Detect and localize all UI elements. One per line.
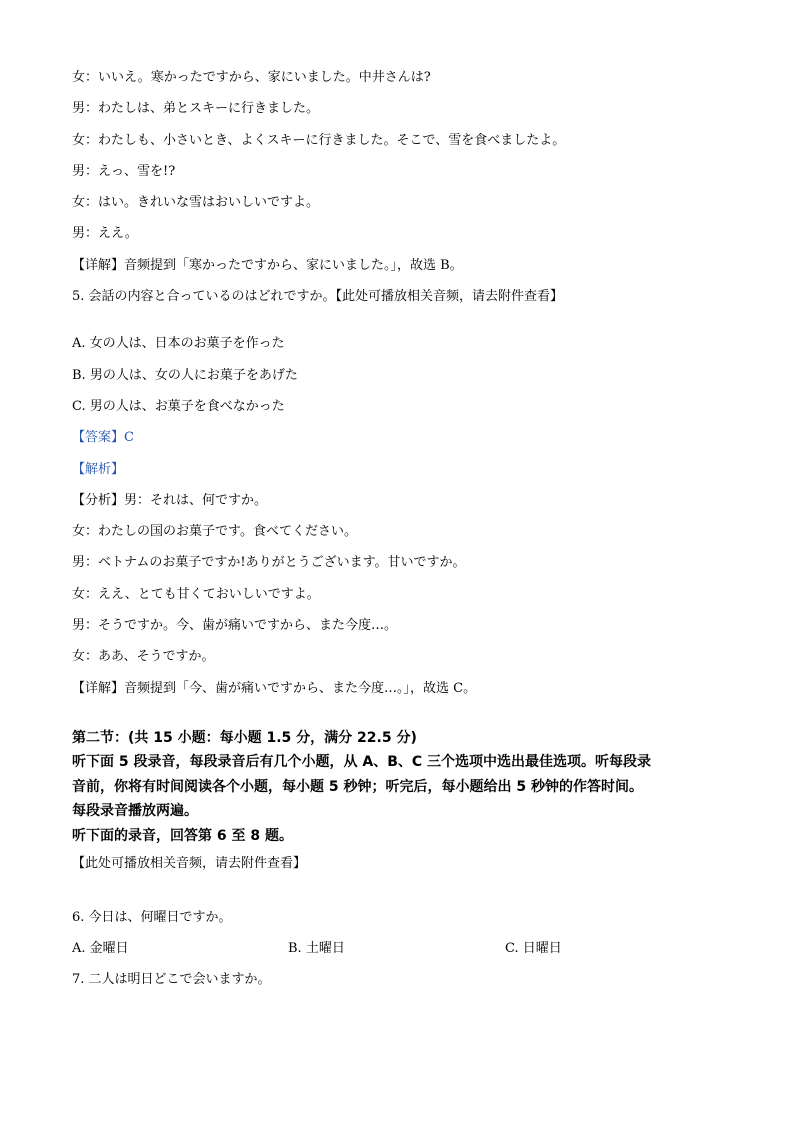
dialogue-line: 女：ええ、とても甘くておいしいですよ。 bbox=[72, 586, 320, 602]
question-text: 6. 今日は、何曜日ですか。 bbox=[72, 909, 232, 925]
question-5 bbox=[72, 281, 722, 704]
audio-note: 【此处可播放相关音频，请去附件查看】 bbox=[72, 856, 307, 872]
section-instruction: 每段录音播放两遍。 bbox=[72, 803, 198, 820]
dialogue-line: 女：わたしも、小さいとき、よくスキーに行きました。そこで、雪を食べましたよ。 bbox=[72, 132, 566, 148]
dialogue-line: 男：ええ。 bbox=[72, 226, 138, 242]
question-6 bbox=[72, 902, 722, 965]
section-instruction: 听下面 5 段录音，每段录音后有几个小题，从 A、B、C 三个选项中选出最佳选项。听每段录 bbox=[72, 754, 652, 771]
section-title: 第二节：(共 15 小题：每小题 1.5 分，满分 22.5 分) bbox=[72, 729, 417, 746]
option-a: A. 女の人は、日本のお菓子を作った bbox=[72, 336, 285, 352]
option-b: B. 土曜日 bbox=[288, 941, 345, 957]
explanation-line: 【详解】音频提到「寒かったですから、家にいました。」，故选 B。 bbox=[72, 257, 463, 273]
options-row bbox=[72, 933, 722, 964]
dialogue-line: 男：ベトナムのお菓子ですか!ありがとうございます。甘いですか。 bbox=[72, 555, 466, 571]
answer-label: 【答案】C bbox=[72, 430, 134, 446]
question-text: 7. 二人は明日どこで会いますか。 bbox=[72, 972, 271, 988]
section-instruction: 听下面的录音，回答第 6 至 8 题。 bbox=[72, 827, 293, 844]
analysis-label: 【解析】 bbox=[72, 461, 125, 477]
option-c: C. 日曜日 bbox=[505, 941, 562, 957]
dialogue-block-q4 bbox=[72, 62, 722, 281]
dialogue-line: 女：ああ、そうですか。 bbox=[72, 649, 215, 665]
section-instruction: 音前，你将有时间阅读各个小题，每小题 5 秒钟；听完后，每小题给出 5 秒钟的作答时间。 bbox=[72, 778, 643, 795]
question-7 bbox=[72, 964, 722, 995]
dialogue-line: 女：はい。きれいな雪はおいしいですよ。 bbox=[72, 195, 320, 211]
spacer bbox=[72, 880, 722, 902]
question-text: 5. 会話の内容と合っているのはどれですか。【此处可播放相关音频，请去附件查看】 bbox=[72, 289, 564, 305]
option-a: A. 金曜日 bbox=[72, 941, 129, 957]
dialogue-line: 女：いいえ。寒かったですから、家にいました。中井さんは? bbox=[72, 70, 431, 85]
dialogue-line: 女：わたしの国のお菓子です。食べてください。 bbox=[72, 524, 357, 540]
spacer bbox=[72, 704, 722, 726]
document-page bbox=[72, 62, 722, 996]
dialogue-line: 男：えっ、雪を!? bbox=[72, 163, 176, 179]
dialogue-line: 男：そうですか。今、歯が痛いですから、また今度…。 bbox=[72, 618, 398, 634]
dialogue-line: 男：わたしは、弟とスキーに行きました。 bbox=[72, 101, 320, 117]
section-2-header bbox=[72, 726, 722, 880]
option-c: C. 男の人は、お菓子を食べなかった bbox=[72, 398, 285, 414]
dialogue-line: 【分析】男：それは、何ですか。 bbox=[72, 492, 268, 508]
option-b: B. 男の人は、女の人にお菓子をあげた bbox=[72, 367, 298, 383]
explanation-line: 【详解】音频提到「今、歯が痛いですから、また今度…。」，故选 C。 bbox=[72, 680, 477, 696]
spacer bbox=[72, 312, 722, 328]
